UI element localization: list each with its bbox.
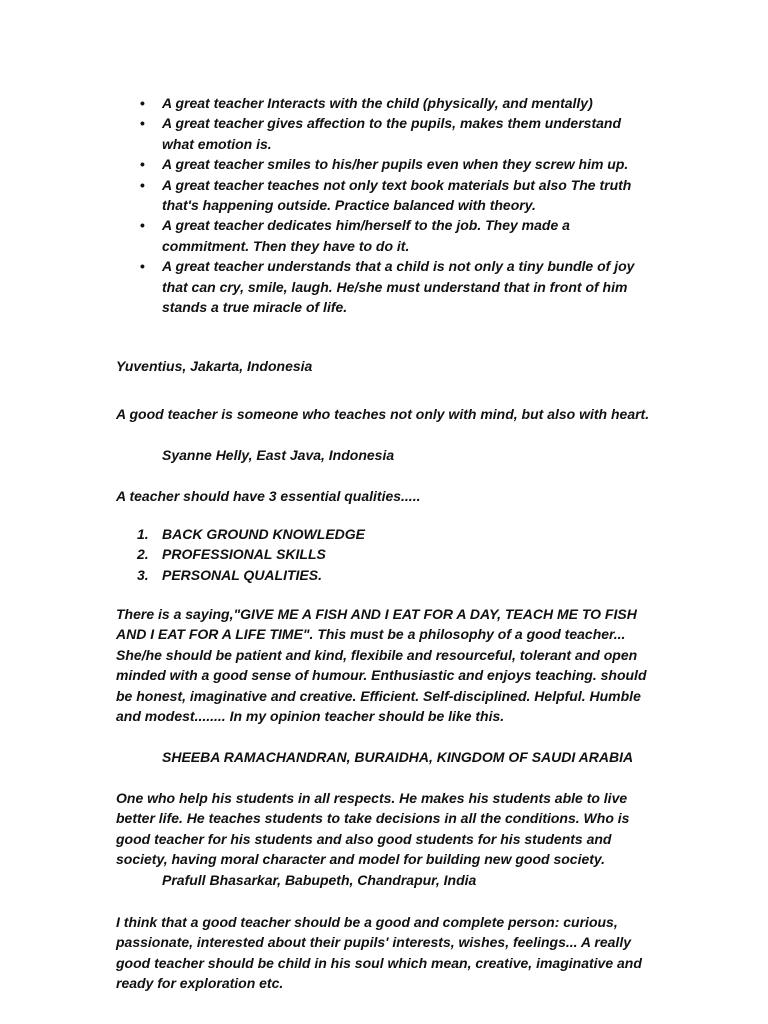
bullet-icon: • bbox=[140, 258, 145, 275]
quote-paragraph: A teacher should have 3 essential qualities..... bbox=[116, 488, 421, 504]
list-number: 2. bbox=[137, 546, 149, 563]
list-item-text: PROFESSIONAL SKILLS bbox=[162, 546, 326, 563]
list-item bbox=[116, 175, 656, 216]
author-signature: SHEEBA RAMACHANDRAN, BURAIDHA, KINGDOM OF SAUDI ARABIA bbox=[162, 749, 634, 765]
author-signature: Yuventius, Jakarta, Indonesia bbox=[116, 358, 313, 374]
list-item-text: A great teacher Interacts with the child (physically, and mentally) bbox=[162, 95, 593, 111]
quote-paragraph: A good teacher is someone who teaches not only with mind, but also with heart. bbox=[116, 406, 650, 422]
list-number: 3. bbox=[137, 566, 149, 583]
quote-paragraph: One who help his students in all respects. He makes his students able to live better life. He teaches students to take decisions in all the conditions. Who is good teacher for his students and also good students for his students and society, having moral character and model for building new good society. bbox=[116, 790, 630, 868]
bullet-icon: • bbox=[140, 217, 145, 234]
list-item bbox=[116, 544, 656, 564]
list-item bbox=[116, 154, 656, 174]
bullet-icon: • bbox=[140, 176, 145, 193]
author-signature: Prafull Bhasarkar, Babupeth, Chandrapur, India bbox=[162, 872, 477, 888]
qualities-list bbox=[116, 524, 656, 585]
list-item bbox=[116, 215, 656, 256]
quote-paragraph: I think that a good teacher should be a good and complete person: curious, passionate, interested about their pupils' interests, wishes, feelings... A really good teacher should be child in his soul which mean, creative, imaginative and ready for exploration etc. bbox=[116, 914, 642, 992]
list-item-text: PERSONAL QUALITIES. bbox=[162, 566, 322, 583]
bullet-icon: • bbox=[140, 95, 145, 111]
list-item bbox=[116, 93, 656, 113]
bullet-icon: • bbox=[140, 156, 145, 173]
author-signature: Syanne Helly, East Java, Indonesia bbox=[162, 447, 395, 463]
list-item-text: A great teacher gives affection to the pupils, makes them understand what emotion is. bbox=[162, 115, 622, 152]
list-item bbox=[116, 524, 656, 544]
great-teacher-list bbox=[116, 93, 656, 317]
list-item-text: A great teacher smiles to his/her pupils even when they screw him up. bbox=[162, 156, 629, 173]
list-item bbox=[116, 256, 656, 317]
list-item-text: A great teacher dedicates him/herself to the job. They made a commitment. Then they have to do it. bbox=[162, 217, 570, 254]
list-item-text: BACK GROUND KNOWLEDGE bbox=[162, 526, 365, 542]
list-item-text: A great teacher teaches not only text book materials but also The truth that's happening outside. Practice balanced with theory. bbox=[162, 176, 632, 214]
list-item bbox=[116, 565, 656, 585]
quote-paragraph: There is a saying,"GIVE ME A FISH AND I EAT FOR A DAY, TEACH ME TO FISH AND I EAT FOR A LIFE TIME". This must be a philosophy of a good teacher... She/he should be patient and kind, flexibile and resourceful, tolerant and open minded with a good sense of humour. Enthusiastic and enjoys teaching. should be honest, imaginative and creative. Efficient. Self-disciplined. Helpful. Humble and modest........ In my opinion teacher should be like this. bbox=[116, 606, 647, 725]
list-number: 1. bbox=[137, 526, 149, 542]
bullet-icon: • bbox=[140, 115, 145, 132]
list-item bbox=[116, 113, 656, 154]
list-item-text: A great teacher understands that a child is not only a tiny bundle of joy that can cry, smile, laugh. He/she must understand that in front of him stands a true miracle of life. bbox=[162, 258, 635, 316]
